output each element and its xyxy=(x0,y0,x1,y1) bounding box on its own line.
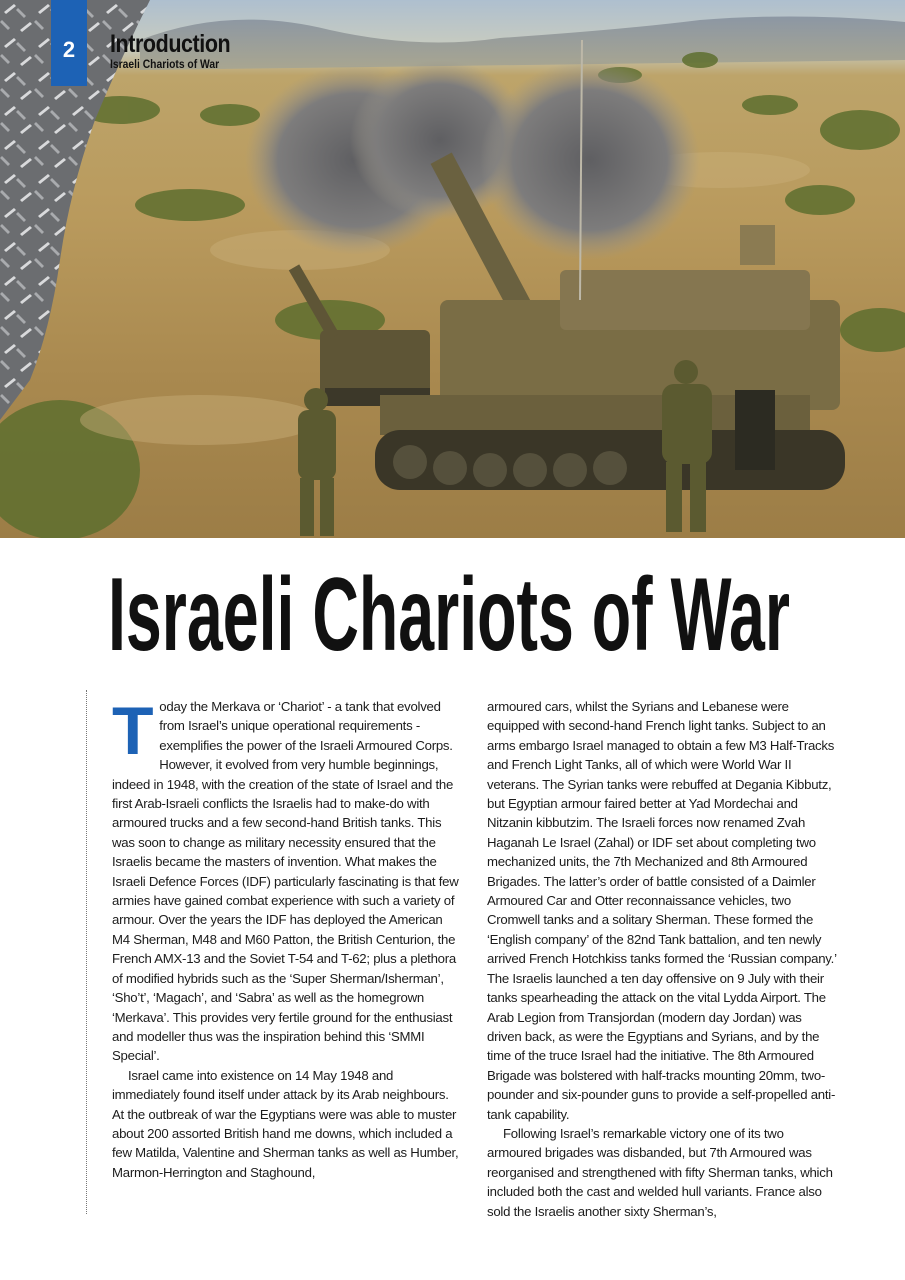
paragraph: Israel came into existence on 14 May 1948 and immediately found itself under attack by its Arab neighbours. At the outbreak of war the Egyptians were was able to muster about 200 assorted British hand me downs, which included a few Matilda, Valentine and Sherman tanks as well as Humber, Marmon-Herrington and Staghound, xyxy=(112,1067,459,1180)
paragraph xyxy=(112,693,460,1066)
column-rule xyxy=(86,690,87,1214)
paragraph-text: oday the Merkava or ‘Chariot’ - a tank that evolved from Israel’s unique operational requirements - exemplifies the power of the Israeli Armoured Corps. However, it evolved from very humble beginnings, indeed in 1948, with the creation of the state of Israel and the first Arab-Israeli conflicts the Israelis had to make-do with armoured trucks and a few second-hand British tanks. This was soon to change as military necessity ensured that the Israelis became the masters of invention. What makes the Israeli Defence Forces (IDF) particularly fascinating is that few armies have gained combat experience with such a variety of armour. Over the years the IDF has deployed the American M4 Sherman, M48 and M60 Patton, the British Centurion, the French AMX-13 and the Soviet T-54 and T-62; plus a plethora of modified hybrids such as the ‘Super Sherman/Isherman’, ‘Sho’t’, ‘Magach’, and ‘Sabra’ as well as the homegrown ‘Merkava’. This provides very fertile ground for the enthusiast and modeller thus was the inspiration behind this ‘SMMI Special’. xyxy=(112,699,459,1064)
section-title: Introduction xyxy=(110,30,231,58)
drop-cap: T xyxy=(112,693,154,769)
section-subtitle: Israeli Chariots of War xyxy=(110,57,220,71)
paragraph: armoured cars, whilst the Syrians and Lebanese were equipped with second-hand French light tanks. Subject to an arms embargo Israel managed to obtain a few M3 Half-Tracks and French Light Tanks, all of which were World War II veterans. The Syrian tanks were rebuffed at Degania Kibbutz, but Egyptian armour faired better at Yad Mordechai and Nitzanin kibbutzim. The Israeli forces now renamed Zvah Haganah Le Israel (Zahal) or IDF set about completing two mechanized units, the 7th Mechanized and 8th Armoured Brigades. The latter’s order of battle consisted of a Daimler Armoured Car and Otter reconnaissance vehicles, two Cromwell tanks and a solitary Sherman. These formed the ‘English company’ of the 82nd Tank battalion, and ten newly arrived French Hotchkiss tanks formed the ‘Russian company.’ The Israelis launched a ten day offensive on 9 July with their tanks spearheading the attack on the vital Lydda Airport. The Arab Legion from Transjordan (modern day Jordan) was driven back, as were the Egyptians and Syrians, and by the time of the truce Israel had the initiative. The 8th Armoured Brigade was bolstered with half-tracks mounting 20mm, two-pounder and six-pounder guns to provide a self-propelled anti-tank capability. xyxy=(487,699,837,1122)
article-column-right xyxy=(487,697,839,1221)
article-headline: Israeli Chariots of War xyxy=(108,557,790,673)
page-number: 2 xyxy=(62,37,76,62)
page-number-tab xyxy=(51,0,87,86)
article-column-left xyxy=(112,693,460,1182)
hero-photo xyxy=(0,0,905,538)
paragraph: Following Israel’s remarkable victory one of its two armoured brigades was disbanded, but 7th Armoured was reorganised and strengthened with fifty Sherman tanks, which included both the cast and welded hull variants. France also sold the Israelis another sixty Sherman’s, xyxy=(487,1125,833,1219)
artillery-photo-illustration xyxy=(0,0,905,538)
running-header xyxy=(110,30,250,71)
